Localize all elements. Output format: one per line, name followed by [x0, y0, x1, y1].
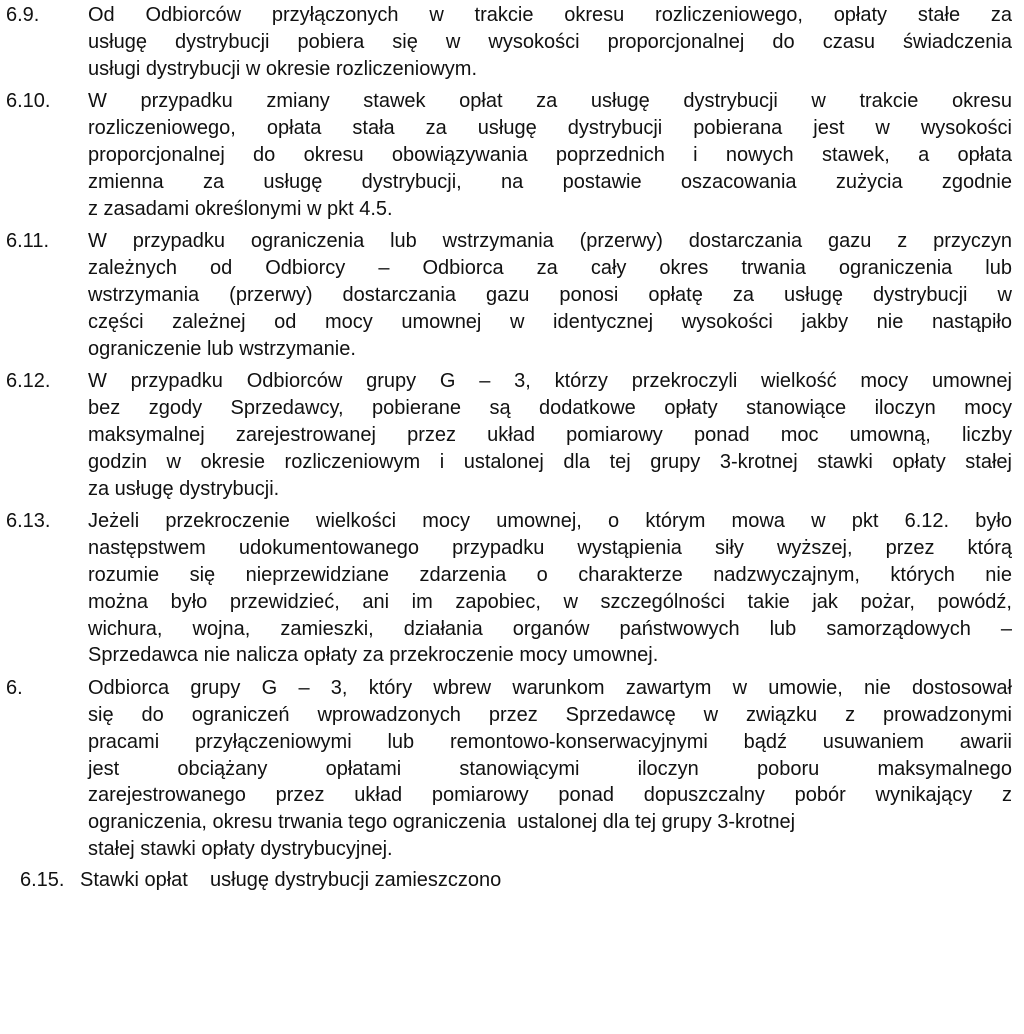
text-line: W przypadku zmiany stawek opłat za usługę dystrybucji w trakcie okresu — [88, 90, 1012, 113]
clause-number: 6.10. — [6, 90, 51, 113]
text-line: pracami przyłączeniowymi lub remontowo-konserwacyjnymi bądź usuwaniem awarii — [88, 730, 1012, 753]
clause-6-9 — [0, 2, 1024, 82]
text-line: ograniczenia, okresu trwania tego ograniczenia ustalonej dla tej grupy 3-krotnej — [88, 811, 796, 834]
clause-number: 6. — [6, 677, 23, 700]
text-line: W przypadku Odbiorców grupy G – 3, którzy przekroczyli wielkość mocy umownej — [88, 370, 1012, 393]
clause-number: 6.13. — [6, 510, 51, 533]
text-line: rozumie się nieprzewidziane zdarzenia o charakterze nadzwyczajnym, których nie — [88, 563, 1012, 586]
clause-text — [88, 2, 1012, 82]
clause-6-15 — [0, 867, 1024, 894]
clause-6-14 — [0, 675, 1024, 863]
text-line: maksymalnej zarejestrowanej przez układ pomiarowy ponad moc umowną, liczby — [88, 423, 1012, 446]
text-line: W przypadku ograniczenia lub wstrzymania (przerwy) dostarczania gazu z przyczyn — [88, 230, 1012, 253]
text-line: się do ograniczeń wprowadzonych przez Sprzedawcę w związku z prowadzonymi — [88, 703, 1012, 726]
text-line: można było przewidzieć, ani im zapobiec, w szczególności takie jak pożar, powódź, — [88, 590, 1012, 613]
text-line: zależnych od Odbiorcy – Odbiorca za cały okres trwania ograniczenia lub — [88, 257, 1012, 280]
text-line: Stawki opłat usługę dystrybucji zamieszczono — [80, 868, 502, 891]
clause-number: 6.12. — [6, 370, 51, 393]
text-line: stałej stawki opłaty dystrybucyjnej. — [88, 837, 393, 860]
clause-6-10 — [0, 88, 1024, 222]
text-line: jest obciążany opłatami stanowiącymi iloczyn poboru maksymalnego — [88, 757, 1012, 780]
clause-number: 6.11. — [6, 230, 49, 253]
text-line: zmienna za usługę dystrybucji, na postawie oszacowania zużycia zgodnie — [88, 170, 1012, 193]
text-line: Jeżeli przekroczenie wielkości mocy umownej, o którym mowa w pkt 6.12. było — [88, 510, 1012, 533]
clause-text — [88, 88, 1012, 222]
clause-number: 6.15. — [20, 868, 65, 891]
text-line: za usługę dystrybucji. — [88, 477, 280, 500]
text-line: części zależnej od mocy umownej w identycznej wysokości jakby nie nastąpiło — [88, 310, 1012, 333]
text-line: Odbiorca grupy G – 3, który wbrew warunkom zawartym w umowie, nie dostosował — [88, 677, 1012, 700]
text-line: rozliczeniowego, opłata stała za usługę dystrybucji pobierana jest w wysokości — [88, 117, 1012, 140]
text-line: bez zgody Sprzedawcy, pobierane są dodatkowe opłaty stanowiące iloczyn mocy — [88, 397, 1012, 420]
text-line: godzin w okresie rozliczeniowym i ustalonej dla tej grupy 3-krotnej stawki opłaty stałej — [88, 450, 1012, 473]
clause-text — [88, 228, 1012, 362]
text-line: Sprzedawca nie nalicza opłaty za przekroczenie mocy umownej. — [88, 644, 659, 667]
clause-text — [88, 368, 1012, 502]
clause-text — [88, 508, 1012, 669]
clause-text — [80, 867, 1008, 894]
text-line: ograniczenie lub wstrzymanie. — [88, 337, 356, 360]
clause-number: 6.9. — [6, 4, 40, 26]
clause-6-13 — [0, 508, 1024, 669]
text-line: usługi dystrybucji w okresie rozliczeniowym. — [88, 57, 478, 80]
clause-6-11 — [0, 228, 1024, 362]
clause-6-12 — [0, 368, 1024, 502]
text-line: usługę dystrybucji pobiera się w wysokości proporcjonalnej do czasu świadczenia — [88, 30, 1012, 53]
clause-text — [88, 675, 1012, 863]
text-line: następstwem udokumentowanego przypadku wystąpienia siły wyższej, przez którą — [88, 537, 1012, 560]
text-line: wstrzymania (przerwy) dostarczania gazu ponosi opłatę za usługę dystrybucji w — [88, 283, 1012, 306]
text-line: wichura, wojna, zamieszki, działania organów państwowych lub samorządowych – — [88, 617, 1012, 640]
text-line: z zasadami określonymi w pkt 4.5. — [88, 197, 393, 220]
text-line: proporcjonalnej do okresu obowiązywania poprzednich i nowych stawek, a opłata — [88, 143, 1012, 166]
text-line: Od Odbiorców przyłączonych w trakcie okresu rozliczeniowego, opłaty stałe za — [88, 4, 1012, 26]
text-line: zarejestrowanego przez układ pomiarowy ponad dopuszczalny pobór wynikający z — [88, 784, 1012, 807]
